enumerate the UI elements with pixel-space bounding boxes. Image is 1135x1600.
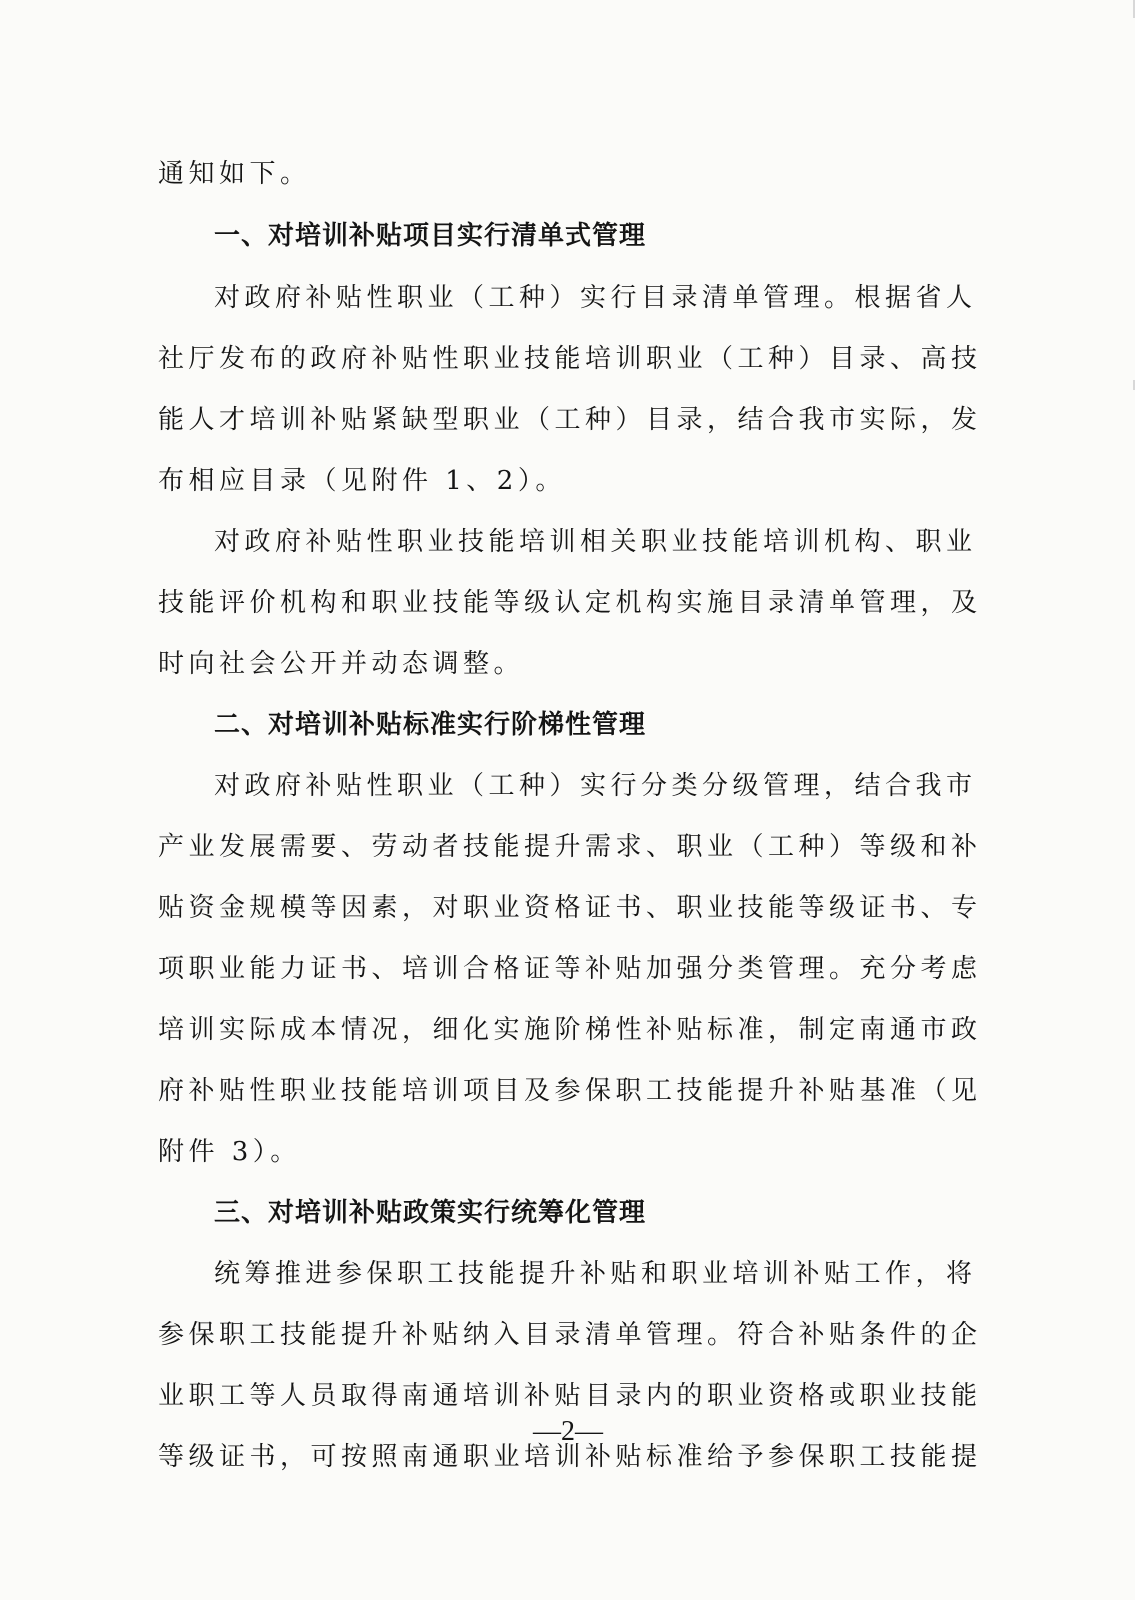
section-3-paragraph-line-4: 等级证书，可按照南通职业培训补贴标准给予参保职工技能提 (158, 1442, 982, 1472)
section-3-paragraph-line-1: 统筹推进参保职工技能提升补贴和职业培训补贴工作，将 (214, 1259, 977, 1289)
section-2-paragraph-line-4: 项职业能力证书、培训合格证等补贴加强分类管理。充分考虑 (158, 954, 982, 984)
section-1-paragraph-1-line-1: 对政府补贴性职业（工种）实行目录清单管理。根据省人 (214, 283, 977, 313)
section-1-paragraph-1-line-4: 布相应目录（见附件 1、2）。 (158, 466, 566, 496)
section-3-paragraph-line-3: 业职工等人员取得南通培训补贴目录内的职业资格或职业技能 (158, 1381, 982, 1411)
section-3-paragraph-line-2: 参保职工技能提升补贴纳入目录清单管理。符合补贴条件的企 (158, 1320, 982, 1350)
section-2-heading: 二、对培训补贴标准实行阶梯性管理 (214, 710, 647, 740)
section-2-paragraph-line-7: 附件 3）。 (158, 1137, 301, 1167)
section-2-paragraph-line-3: 贴资金规模等因素，对职业资格证书、职业技能等级证书、专 (158, 893, 982, 923)
intro-line: 通知如下。 (158, 159, 311, 189)
section-3-heading: 三、对培训补贴政策实行统筹化管理 (214, 1198, 647, 1228)
section-1-paragraph-1-line-2: 社厅发布的政府补贴性职业技能培训职业（工种）目录、高技 (158, 344, 982, 374)
section-1-heading: 一、对培训补贴项目实行清单式管理 (214, 221, 647, 251)
section-1-paragraph-2-line-2: 技能评价机构和职业技能等级认定机构实施目录清单管理，及 (158, 588, 982, 618)
section-2-paragraph-line-2: 产业发展需要、劳动者技能提升需求、职业（工种）等级和补 (158, 832, 982, 862)
section-2-paragraph-line-5: 培训实际成本情况，细化实施阶梯性补贴标准，制定南通市政 (158, 1015, 982, 1045)
section-1-paragraph-2-line-3: 时向社会公开并动态调整。 (158, 649, 525, 679)
section-2-paragraph-line-6: 府补贴性职业技能培训项目及参保职工技能提升补贴基准（见 (158, 1076, 982, 1106)
page-number: —2— (533, 1416, 603, 1447)
section-1-paragraph-1-line-3: 能人才培训补贴紧缺型职业（工种）目录，结合我市实际，发 (158, 405, 982, 435)
section-1-paragraph-2-line-1: 对政府补贴性职业技能培训相关职业技能培训机构、职业 (214, 527, 977, 557)
section-2-paragraph-line-1: 对政府补贴性职业（工种）实行分类分级管理，结合我市 (214, 771, 977, 801)
